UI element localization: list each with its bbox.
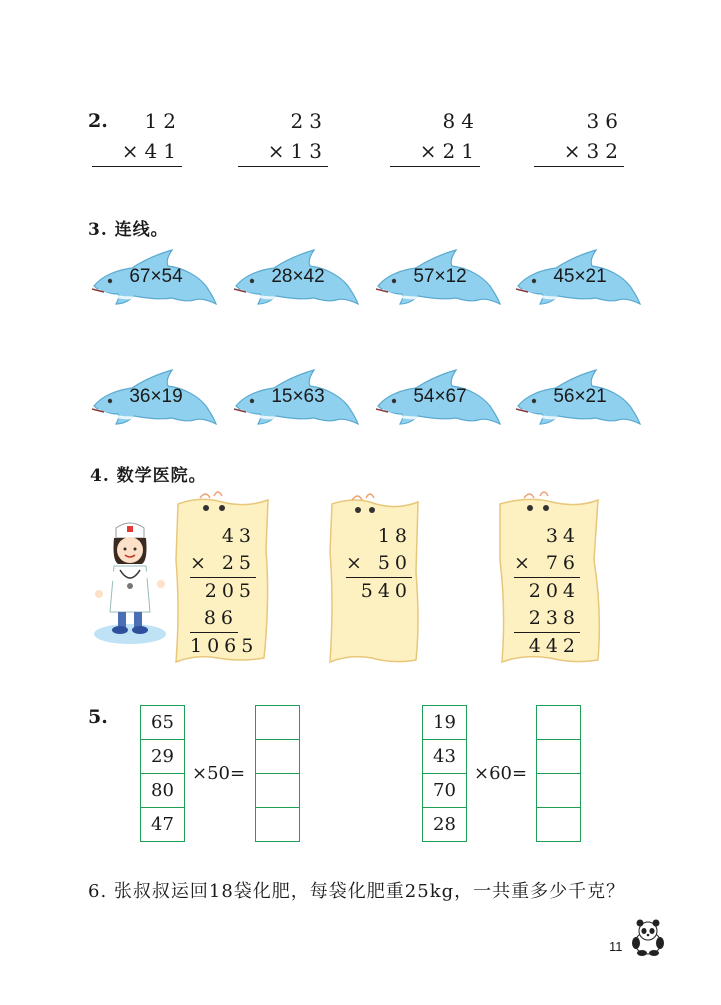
multiplier: ×41 xyxy=(92,136,182,167)
table-cell: 65 xyxy=(140,705,185,740)
multiplicand: 23 xyxy=(290,109,328,133)
final-result: 1065 xyxy=(190,635,259,657)
multiplicand: 12 xyxy=(144,109,182,133)
partial-product-2: 238 xyxy=(514,605,580,633)
question-2-number: 2. xyxy=(88,110,108,132)
dolphin-card[interactable] xyxy=(512,366,642,432)
expression-label: 54×67 xyxy=(413,386,467,407)
multiplier: ×32 xyxy=(534,136,624,167)
answer-cell[interactable] xyxy=(255,740,300,774)
answer-cell[interactable] xyxy=(536,705,581,740)
doctor-illustration xyxy=(90,520,170,650)
calculation-card-1 xyxy=(190,523,259,660)
calculation-card-2 xyxy=(346,523,412,605)
table-cell: 70 xyxy=(422,774,467,808)
dolphin-card[interactable] xyxy=(88,246,218,312)
multiplication-problem xyxy=(92,106,182,167)
dolphin-card[interactable] xyxy=(512,246,642,312)
answer-cell[interactable] xyxy=(536,774,581,808)
multiplicand: 84 xyxy=(442,109,480,133)
expression-label: 67×54 xyxy=(129,266,183,287)
operator-label: ×60= xyxy=(474,763,528,784)
multiplier-row xyxy=(346,550,412,578)
times-sign: × xyxy=(346,552,362,574)
calculation-card-3 xyxy=(514,523,580,660)
times-sign: × xyxy=(190,552,206,574)
right-answer-column xyxy=(536,705,581,842)
partial-product-1: 205 xyxy=(204,580,256,602)
answer-cell[interactable] xyxy=(255,808,300,842)
page-number: 11 xyxy=(609,939,623,954)
dolphin-card[interactable] xyxy=(230,366,360,432)
multiplier: ×21 xyxy=(390,136,480,167)
multiplier: 76 xyxy=(545,552,580,574)
question-3-title: 3. 连线。 xyxy=(88,220,169,240)
expression-label: 56×21 xyxy=(553,386,607,407)
expression-label: 45×21 xyxy=(553,266,607,287)
times-sign: × xyxy=(514,552,530,574)
multiplication-problem xyxy=(238,106,328,167)
multiplier: ×13 xyxy=(238,136,328,167)
dolphin-card[interactable] xyxy=(372,366,502,432)
table-cell: 28 xyxy=(422,808,467,842)
partial-product-2: 86 xyxy=(190,605,238,633)
final-result: 442 xyxy=(528,635,580,657)
expression-label: 57×12 xyxy=(413,266,467,287)
expression-label: 28×42 xyxy=(271,266,325,287)
question-4-title: 4. 数学医院。 xyxy=(90,466,207,486)
multiplier: 25 xyxy=(221,552,256,574)
right-input-column xyxy=(422,705,467,842)
table-cell: 43 xyxy=(422,740,467,774)
left-answer-column xyxy=(255,705,300,842)
multiplication-problem xyxy=(534,106,624,167)
multiplicand: 43 xyxy=(221,525,256,547)
multiplication-problem xyxy=(390,106,480,167)
panda-icon xyxy=(628,917,668,957)
table-cell: 29 xyxy=(140,740,185,774)
table-cell: 19 xyxy=(422,705,467,740)
answer-cell[interactable] xyxy=(255,705,300,740)
table-cell: 47 xyxy=(140,808,185,842)
left-input-column xyxy=(140,705,185,842)
multiplier: 50 xyxy=(377,552,412,574)
partial-product-1: 204 xyxy=(528,580,580,602)
dolphin-card[interactable] xyxy=(88,366,218,432)
expression-label: 15×63 xyxy=(271,386,325,407)
dolphin-card[interactable] xyxy=(230,246,360,312)
dolphin-card[interactable] xyxy=(372,246,502,312)
final-result: 540 xyxy=(360,580,412,602)
multiplier-row xyxy=(190,550,256,578)
question-5-number: 5. xyxy=(88,706,108,728)
multiplicand: 36 xyxy=(586,109,624,133)
expression-label: 36×19 xyxy=(129,386,183,407)
answer-cell[interactable] xyxy=(536,740,581,774)
answer-cell[interactable] xyxy=(255,774,300,808)
question-6-text: 6. 张叔叔运回18袋化肥，每袋化肥重25kg，一共重多少千克？ xyxy=(88,881,626,902)
multiplicand: 18 xyxy=(377,525,412,547)
multiplicand: 34 xyxy=(545,525,580,547)
operator-label: ×50= xyxy=(192,763,246,784)
multiplier-row xyxy=(514,550,580,578)
answer-cell[interactable] xyxy=(536,808,581,842)
table-cell: 80 xyxy=(140,774,185,808)
